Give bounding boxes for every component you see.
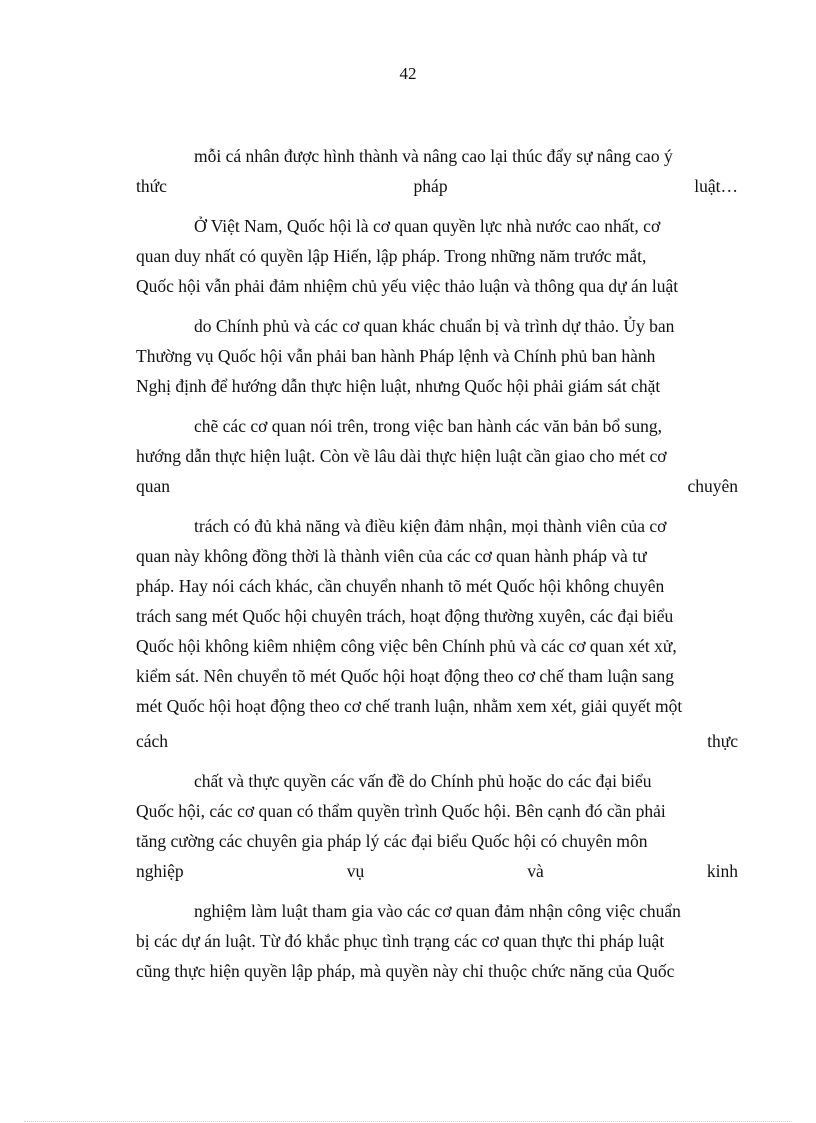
word: thực xyxy=(707,731,738,751)
text-line-justified xyxy=(136,474,738,498)
text-line: mét Quốc hội hoạt động theo cơ chế tranh luận, nhằm xem xét, giải quyết một xyxy=(136,696,683,716)
text-line: chất và thực quyền các vấn đề do Chính phủ hoặc do các đại biểu xyxy=(194,771,652,791)
text-line: Quốc hội, các cơ quan có thẩm quyền trình Quốc hội. Bên cạnh đó cần phải xyxy=(136,801,666,821)
page-bottom-divider xyxy=(24,1121,792,1122)
word: vụ xyxy=(346,861,365,881)
word: cách xyxy=(136,731,169,751)
text-line: Quốc hội vẫn phải đảm nhiệm chủ yếu việc thảo luận và thông qua dự án luật xyxy=(136,276,679,296)
text-line: quan duy nhất có quyền lập Hiến, lập pháp. Trong những năm trước mắt, xyxy=(136,246,647,266)
text-line-justified xyxy=(136,859,738,883)
text-line: bị các dự án luật. Từ đó khắc phục tình trạng các cơ quan thực thi pháp luật xyxy=(136,931,665,951)
text-line: pháp. Hay nói cách khác, cần chuyển nhanh tõ mét Quốc hội không chuyên xyxy=(136,576,665,596)
text-line: Nghị định để hướng dẫn thực hiện luật, nhưng Quốc hội phải giám sát chặt xyxy=(136,376,661,396)
text-line: chẽ các cơ quan nói trên, trong việc ban hành các văn bản bổ sung, xyxy=(194,416,662,436)
word: và xyxy=(527,861,544,881)
text-line: tăng cường các chuyên gia pháp lý các đại biểu Quốc hội có chuyên môn xyxy=(136,831,648,851)
word: kinh xyxy=(706,861,738,881)
word: thức xyxy=(136,176,167,196)
text-line: Thường vụ Quốc hội vẫn phải ban hành Pháp lệnh và Chính phủ ban hành xyxy=(136,346,656,366)
text-line: quan này không đồng thời là thành viên của các cơ quan hành pháp và tư xyxy=(136,546,647,566)
word: quan xyxy=(136,476,171,496)
text-line-justified xyxy=(136,729,738,753)
word: luật… xyxy=(694,176,738,196)
text-line: cũng thực hiện quyền lập pháp, mà quyền này chỉ thuộc chức năng của Quốc xyxy=(136,961,675,981)
text-line: Ở Việt Nam, Quốc hội là cơ quan quyền lực nhà nước cao nhất, cơ xyxy=(194,216,661,236)
text-line: nghiệm làm luật tham gia vào các cơ quan đảm nhận công việc chuẩn xyxy=(194,901,681,921)
text-line: mỗi cá nhân được hình thành và nâng cao lại thúc đẩy sự nâng cao ý xyxy=(194,146,673,166)
text-line: Quốc hội không kiêm nhiệm công việc bên Chính phủ và các cơ quan xét xử, xyxy=(136,636,677,656)
text-line-justified xyxy=(136,174,738,198)
word: nghiệp xyxy=(136,861,184,881)
text-line: trách sang mét Quốc hội chuyên trách, hoạt động thường xuyên, các đại biểu xyxy=(136,606,674,626)
text-line: hướng dẫn thực hiện luật. Còn về lâu dài thực hiện luật cần giao cho mét cơ xyxy=(136,446,667,466)
text-line: kiểm sát. Nên chuyển tõ mét Quốc hội hoạt động theo cơ chế tham luận sang xyxy=(136,666,675,686)
text-line: do Chính phủ và các cơ quan khác chuẩn bị và trình dự thảo. Ủy ban xyxy=(194,316,675,336)
page-number: 42 xyxy=(399,64,417,83)
text-line: trách có đủ khả năng và điều kiện đảm nhận, mọi thành viên của cơ xyxy=(194,516,667,536)
word: chuyên xyxy=(687,476,738,496)
word: pháp xyxy=(413,176,448,196)
